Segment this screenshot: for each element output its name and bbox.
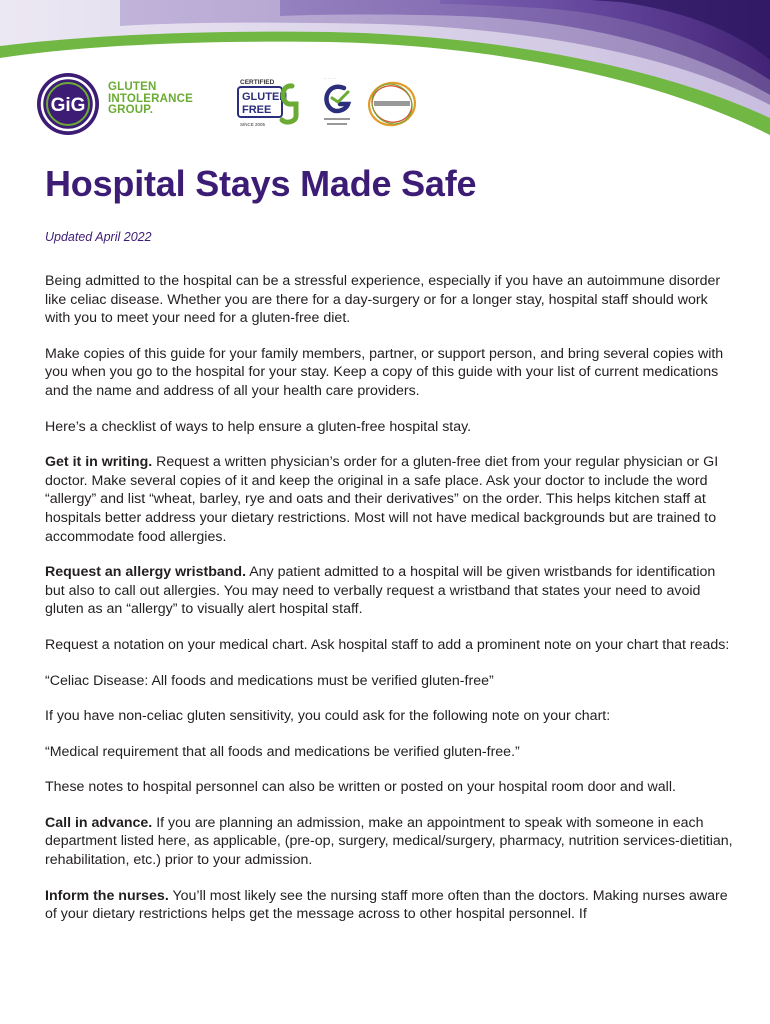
g-mark-icon	[282, 86, 296, 122]
since-label: SINCE 2005	[240, 122, 266, 127]
paragraph-checklist-intro	[45, 418, 735, 437]
paragraph-text: Make copies of this guide for your family members, partner, or support person, and bring several copies with you when you go to the hospital for your stay. Keep a copy of this guide with your list of current medications and the name and address of all your health care providers.	[45, 345, 724, 399]
gig-word-1: GLUTEN	[108, 81, 157, 93]
gf-word-2: FREE	[242, 104, 272, 116]
gig-word-2: INTOLERANCE	[108, 92, 194, 105]
certified-gluten-free-logo	[236, 76, 306, 128]
paragraph-text: “Celiac Disease: All foods and medications must be verified gluten-free”	[45, 672, 494, 689]
paragraph-celiac-note	[45, 672, 735, 691]
svg-text:· · · · · ·: · · · · · ·	[324, 77, 336, 81]
paragraph-call-in-advance	[45, 814, 735, 870]
gig-wordmark	[108, 82, 193, 117]
paragraph-intro	[45, 272, 735, 328]
safe-spot-g-icon	[326, 87, 348, 111]
gluten-free-safe-spot-logo	[318, 76, 356, 130]
gluten-free-gathering-logo	[366, 80, 418, 128]
paragraph-text: You’ll most likely see the nursing staff more often than the doctors. Making nurses aware of your dietary restrictions helps get the message across to other hospital personnel. If	[45, 887, 728, 923]
paragraph-text: Request a notation on your medical chart. Ask hospital staff to add a prominent note on your chart that reads:	[45, 636, 730, 653]
gig-abbrev: GiG	[50, 95, 86, 116]
paragraph-text: If you are planning an admission, make an appointment to speak with someone in each department listed here, as applicable, (pre-op, surgery, medical/surgery, pharmacy, nutrition services-dietitian, rehabilitation, etc.) prior to your admission.	[45, 814, 733, 869]
gf-word-1: GLUTEN	[242, 91, 288, 103]
paragraph-inform-nurses	[45, 887, 735, 924]
paragraph-medical-note	[45, 743, 735, 762]
paragraph-lead: Inform the nurses.	[45, 887, 169, 904]
gathering-text-mark	[374, 101, 410, 106]
paragraph-text: “Medical requirement that all foods and medications be verified gluten-free.”	[45, 743, 520, 760]
paragraph-allergy-wristband	[45, 563, 735, 619]
page-title: Hospital Stays Made Safe	[45, 163, 477, 204]
paragraph-copies	[45, 345, 735, 401]
paragraph-lead: Call in advance.	[45, 814, 153, 831]
paragraph-text: If you have non-celiac gluten sensitivity, you could ask for the following note on your chart:	[45, 708, 611, 725]
document-body	[45, 272, 735, 941]
paragraph-text: Being admitted to the hospital can be a stressful experience, especially if you have an autoimmune disorder like celiac disease. Whether you are there for a day-surgery or for a longer stay, hospital staff should work with you to meet your need for a gluten-free diet.	[45, 273, 721, 327]
paragraph-text: Here’s a checklist of ways to help ensure a gluten-free hospital stay.	[45, 418, 472, 435]
paragraph-ncgs	[45, 707, 735, 726]
paragraph-lead: Get it in writing.	[45, 454, 153, 471]
gig-logo	[36, 72, 201, 136]
paragraph-chart-notation	[45, 636, 735, 655]
certified-label: CERTIFIED	[240, 79, 275, 86]
paragraph-text: Request a written physician’s order for a gluten-free diet from your regular physician or GI doctor. Make several copies of it and keep the original in a safe place. Ask your doctor to include the word “allergy” and list “wheat, barley, rye and oats and their derivatives” on the order. This helps kitchen staff at hospitals better address your dietary restrictions. Most will not have medical backgrounds but are trained to accommodate food allergies.	[45, 454, 719, 545]
gig-circle-mark	[36, 72, 100, 136]
paragraph-posted-notes	[45, 778, 735, 797]
paragraph-text: Any patient admitted to a hospital will be given wristbands for identification but also to call out allergies. You may need to verbally request a wristband that states your need to avoid gluten as an “allergy” to visually alert hospital staff.	[45, 564, 716, 618]
paragraph-text: These notes to hospital personnel can also be written or posted on your hospital room door and wall.	[45, 779, 676, 796]
updated-date: Updated April 2022	[45, 230, 152, 244]
paragraph-lead: Request an allergy wristband.	[45, 564, 247, 581]
checkmark-icon	[332, 92, 348, 102]
gig-word-3: GROUP.	[108, 104, 154, 116]
paragraph-get-it-in-writing	[45, 453, 735, 546]
